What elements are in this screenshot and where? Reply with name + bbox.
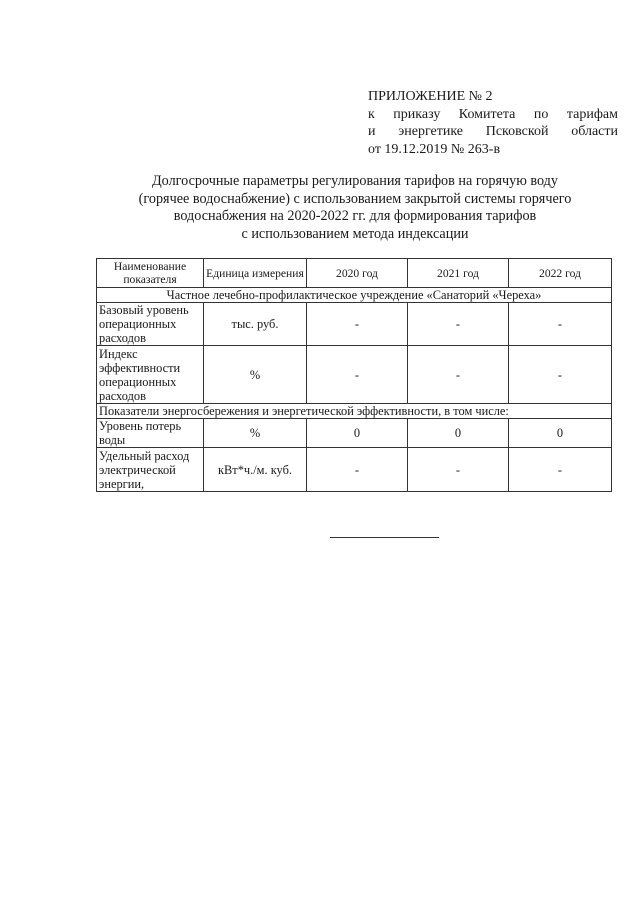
row-value-2021: -: [408, 303, 509, 346]
row-unit: %: [204, 419, 307, 448]
title-line-2: (горячее водоснабжение) с использованием закрытой системы горячего: [138, 190, 572, 207]
section-row: [97, 404, 612, 419]
table-header-row: [97, 259, 612, 288]
title-line-1: Долгосрочные параметры регулирования тарифов на горячую воду: [152, 173, 558, 189]
header-2020: 2020 год: [307, 259, 408, 288]
row-unit: тыс. руб.: [204, 303, 307, 346]
section-title: Показатели энергосбережения и энергетической эффективности, в том числе:: [97, 404, 612, 419]
row-value-2020: 0: [307, 419, 408, 448]
row-unit: кВт*ч./м. куб.: [204, 448, 307, 492]
appendix-date: от 19.12.2019 № 263-в: [368, 141, 501, 157]
row-value-2020: -: [307, 303, 408, 346]
table-row: [97, 419, 612, 448]
organization-row: [97, 288, 612, 303]
header-2022: 2022 год: [509, 259, 612, 288]
tariff-parameters-table: [96, 258, 612, 492]
row-value-2022: -: [509, 448, 612, 492]
header-name: Наименование показателя: [97, 259, 204, 288]
appendix-header: [368, 88, 618, 158]
title-line-3: водоснабжения на 2020-2022 гг. для формирования тарифов: [173, 208, 537, 224]
row-name: Базовый уровень операционных расходов: [97, 303, 204, 346]
closing-divider: [330, 537, 439, 538]
appendix-number: ПРИЛОЖЕНИЕ № 2: [368, 89, 493, 104]
organization-name: Частное лечебно-профилактическое учреждение «Санаторий «Череха»: [97, 288, 612, 303]
row-name: Индекс эффективности операционных расходов: [97, 346, 204, 404]
row-value-2021: 0: [408, 419, 509, 448]
row-unit: %: [204, 346, 307, 404]
row-value-2020: -: [307, 346, 408, 404]
appendix-order-ref: к приказу Комитета по тарифам: [368, 106, 618, 122]
row-value-2021: -: [408, 448, 509, 492]
row-value-2022: -: [509, 303, 612, 346]
row-value-2020: -: [307, 448, 408, 492]
document-title: [95, 173, 615, 243]
header-2021: 2021 год: [408, 259, 509, 288]
row-name: Удельный расход электрической энергии,: [97, 448, 204, 492]
row-value-2021: -: [408, 346, 509, 404]
row-value-2022: -: [509, 346, 612, 404]
row-value-2022: 0: [509, 419, 612, 448]
row-name: Уровень потерь воды: [97, 419, 204, 448]
table-row: [97, 303, 612, 346]
appendix-committee: и энергетике Псковской области: [368, 124, 618, 139]
header-unit: Единица измерения: [204, 259, 307, 288]
table-row: [97, 346, 612, 404]
title-line-4: с использованием метода индексации: [241, 225, 469, 242]
table-row: [97, 448, 612, 492]
